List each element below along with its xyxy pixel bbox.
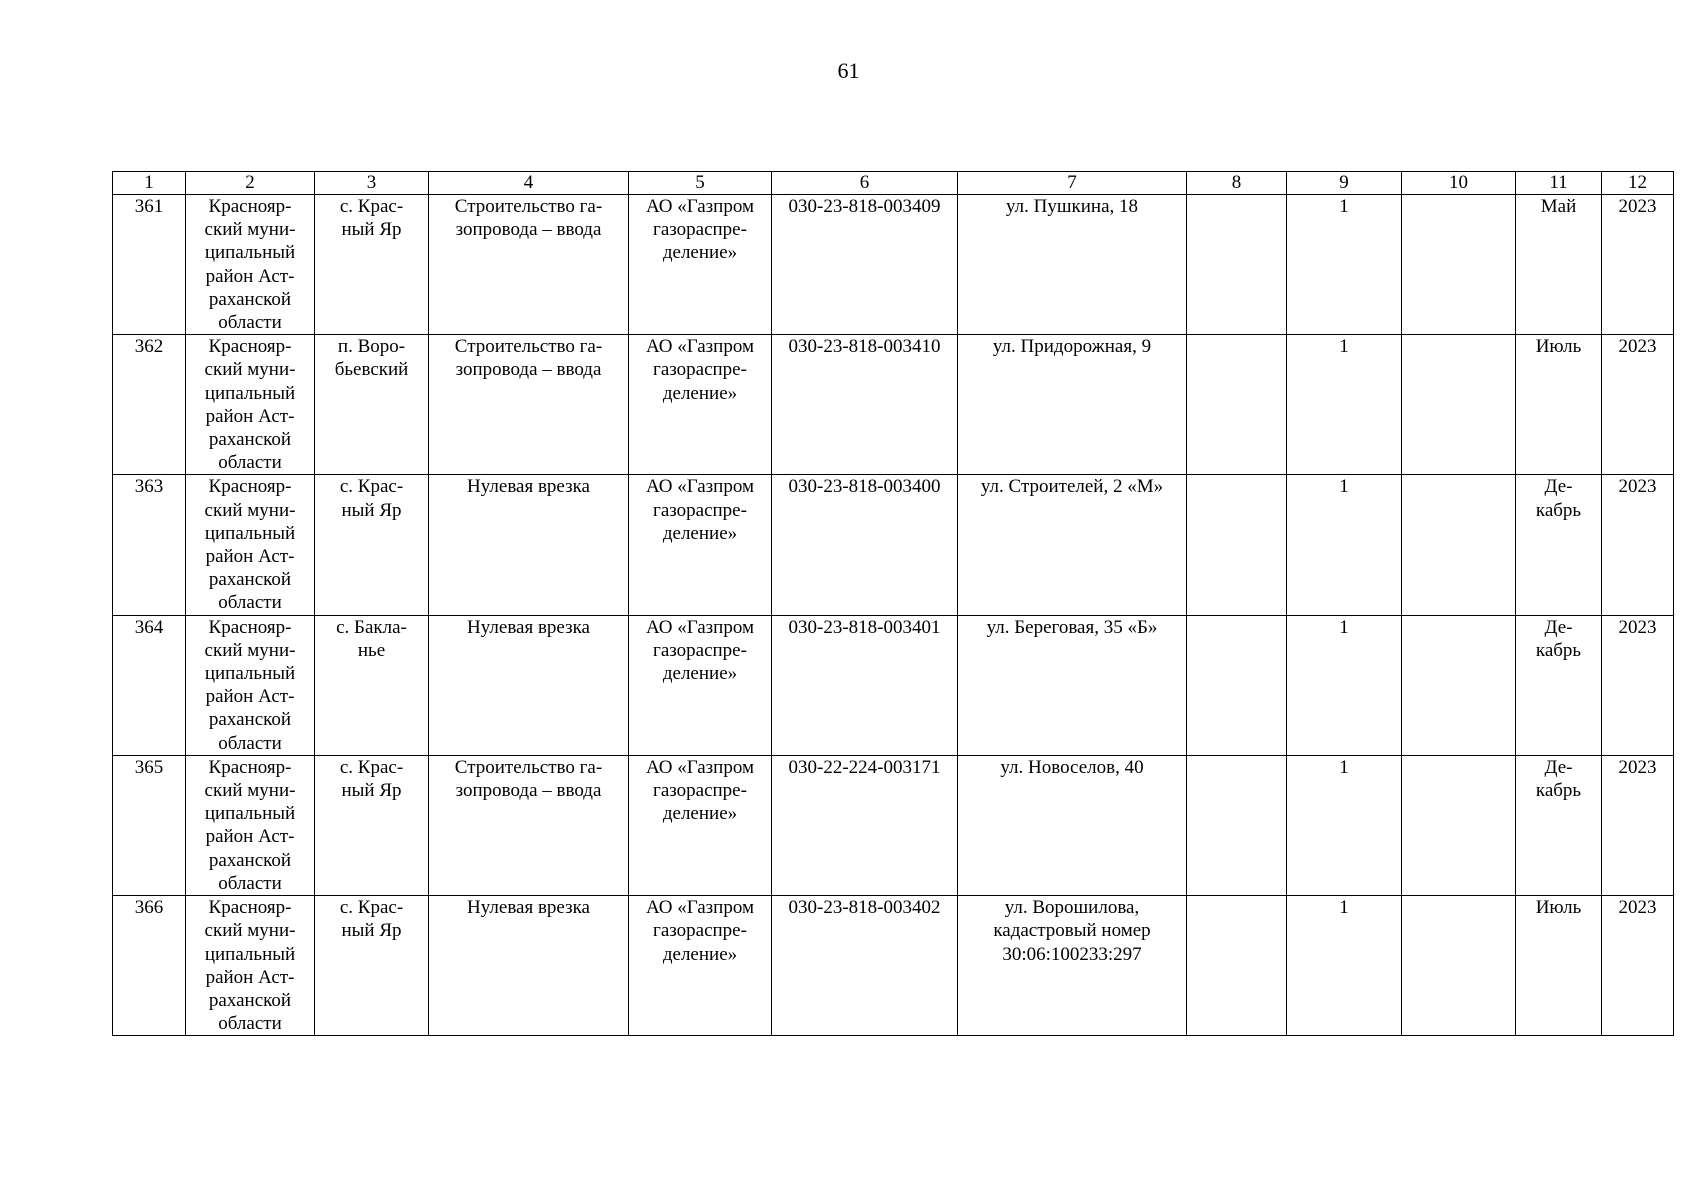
- year-cell: 2023: [1602, 335, 1674, 475]
- column-10-cell: [1402, 615, 1516, 755]
- address-cell: [958, 615, 1187, 755]
- organization-cell: [629, 755, 772, 895]
- column-8-cell: [1187, 475, 1287, 615]
- settlement-line: ный Яр: [341, 920, 402, 942]
- organization-cell: [629, 335, 772, 475]
- organization-line: АО «Газпром: [645, 336, 755, 358]
- organization-cell: [629, 475, 772, 615]
- month-line: Де-: [1544, 756, 1573, 778]
- district-line: раханской: [208, 849, 292, 871]
- row-number-cell: 366: [113, 896, 186, 1036]
- row-number-cell: 362: [113, 335, 186, 475]
- work-type-cell: [429, 615, 629, 755]
- district-line: раханской: [208, 288, 292, 310]
- organization-line: АО «Газпром: [645, 616, 755, 638]
- district-line: ский муни-: [204, 359, 296, 381]
- address-line: ул. Пушкина, 18: [1006, 196, 1138, 217]
- month-line: Июль: [1535, 336, 1582, 358]
- district-cell: [186, 896, 315, 1036]
- district-line: ципальный: [204, 663, 296, 685]
- district-line: области: [218, 312, 282, 334]
- organization-line: газораспре-: [653, 359, 747, 381]
- district-line: ский муни-: [204, 499, 296, 521]
- district-line: ципальный: [204, 382, 296, 404]
- table-body: [113, 195, 1674, 1036]
- month-cell: [1516, 475, 1602, 615]
- work-type-line: Нулевая врезка: [467, 476, 590, 498]
- column-10-cell: [1402, 896, 1516, 1036]
- request-code-cell: 030-23-818-003401: [772, 615, 958, 755]
- district-line: раханской: [208, 569, 292, 591]
- district-cell: [186, 335, 315, 475]
- work-type-cell: [429, 195, 629, 335]
- organization-line: АО «Газпром: [645, 476, 755, 498]
- month-line: кабрь: [1535, 499, 1582, 521]
- settlement-line: с. Бакла-: [336, 616, 407, 638]
- table-row: [113, 755, 1674, 895]
- organization-line: газораспре-: [653, 219, 747, 241]
- quantity-cell: 1: [1287, 195, 1402, 335]
- column-header: 11: [1516, 172, 1602, 195]
- settlement-cell: [315, 475, 429, 615]
- quantity-cell: 1: [1287, 896, 1402, 1036]
- district-line: Краснояр-: [208, 196, 292, 217]
- district-cell: [186, 195, 315, 335]
- district-line: район Аст-: [205, 826, 295, 848]
- district-line: области: [218, 732, 282, 754]
- work-type-line: Нулевая врезка: [467, 897, 590, 919]
- month-line: Де-: [1544, 476, 1573, 498]
- month-cell: [1516, 755, 1602, 895]
- district-line: области: [218, 1013, 282, 1035]
- district-line: ский муни-: [204, 639, 296, 661]
- work-type-line: Строительство га-: [454, 336, 603, 358]
- district-line: район Аст-: [205, 546, 295, 568]
- year-cell: 2023: [1602, 755, 1674, 895]
- organization-line: АО «Газпром: [645, 756, 755, 778]
- district-line: район Аст-: [205, 686, 295, 708]
- organization-line: деление»: [662, 382, 738, 404]
- table-row: [113, 335, 1674, 475]
- work-type-cell: [429, 335, 629, 475]
- settlement-line: ный Яр: [341, 499, 402, 521]
- column-header: 3: [315, 172, 429, 195]
- settlement-line: с. Крас-: [339, 756, 404, 778]
- address-line: ул. Береговая, 35 «Б»: [986, 616, 1158, 638]
- column-10-cell: [1402, 475, 1516, 615]
- request-code-cell: 030-23-818-003400: [772, 475, 958, 615]
- column-header: 4: [429, 172, 629, 195]
- district-line: области: [218, 452, 282, 474]
- organization-line: АО «Газпром: [645, 196, 755, 217]
- column-header: 9: [1287, 172, 1402, 195]
- quantity-cell: 1: [1287, 335, 1402, 475]
- organization-line: газораспре-: [653, 639, 747, 661]
- month-line: Май: [1540, 196, 1577, 217]
- district-line: раханской: [208, 709, 292, 731]
- district-line: области: [218, 872, 282, 894]
- district-cell: [186, 475, 315, 615]
- district-line: области: [218, 592, 282, 614]
- district-line: Краснояр-: [208, 897, 292, 919]
- settlement-line: с. Крас-: [339, 196, 404, 217]
- organization-cell: [629, 195, 772, 335]
- settlement-line: бьевский: [334, 359, 409, 381]
- settlement-line: ный Яр: [341, 780, 402, 802]
- district-line: ципальный: [204, 943, 296, 965]
- column-8-cell: [1187, 896, 1287, 1036]
- work-type-cell: [429, 755, 629, 895]
- address-cell: [958, 896, 1187, 1036]
- column-header: 8: [1187, 172, 1287, 195]
- district-line: Краснояр-: [208, 616, 292, 638]
- district-line: ципальный: [204, 803, 296, 825]
- column-header: 1: [113, 172, 186, 195]
- district-line: ский муни-: [204, 920, 296, 942]
- month-line: кабрь: [1535, 780, 1582, 802]
- address-cell: [958, 195, 1187, 335]
- work-type-cell: [429, 475, 629, 615]
- column-header: 10: [1402, 172, 1516, 195]
- settlement-cell: [315, 755, 429, 895]
- organization-cell: [629, 615, 772, 755]
- district-line: раханской: [208, 429, 292, 451]
- organization-line: газораспре-: [653, 780, 747, 802]
- address-line: ул. Придорожная, 9: [992, 336, 1152, 358]
- work-type-line: Нулевая врезка: [467, 616, 590, 638]
- settlement-line: п. Воро-: [337, 336, 406, 358]
- column-number-row: [113, 172, 1674, 195]
- row-number-cell: 365: [113, 755, 186, 895]
- settlement-line: с. Крас-: [339, 476, 404, 498]
- district-line: ский муни-: [204, 219, 296, 241]
- address-cell: [958, 335, 1187, 475]
- work-type-line: зопровода – ввода: [455, 359, 602, 381]
- organization-line: деление»: [662, 663, 738, 685]
- settlement-line: нье: [357, 639, 386, 661]
- organization-line: деление»: [662, 522, 738, 544]
- district-cell: [186, 755, 315, 895]
- column-10-cell: [1402, 755, 1516, 895]
- month-line: кабрь: [1535, 639, 1582, 661]
- settlement-cell: [315, 896, 429, 1036]
- district-line: район Аст-: [205, 405, 295, 427]
- column-8-cell: [1187, 195, 1287, 335]
- work-type-line: Строительство га-: [454, 196, 603, 217]
- settlement-cell: [315, 615, 429, 755]
- column-8-cell: [1187, 335, 1287, 475]
- organization-line: деление»: [662, 242, 738, 264]
- column-header: 2: [186, 172, 315, 195]
- table-row: [113, 195, 1674, 335]
- organization-cell: [629, 896, 772, 1036]
- year-cell: 2023: [1602, 896, 1674, 1036]
- column-header: 12: [1602, 172, 1674, 195]
- request-code-cell: 030-23-818-003409: [772, 195, 958, 335]
- year-cell: 2023: [1602, 195, 1674, 335]
- address-line: ул. Ворошилова,: [1004, 897, 1140, 919]
- row-number-cell: 363: [113, 475, 186, 615]
- district-line: ципальный: [204, 522, 296, 544]
- district-line: Краснояр-: [208, 336, 292, 358]
- district-line: ципальный: [204, 242, 296, 264]
- quantity-cell: 1: [1287, 475, 1402, 615]
- address-line: кадастровый номер: [993, 920, 1151, 942]
- organization-line: газораспре-: [653, 499, 747, 521]
- work-type-cell: [429, 896, 629, 1036]
- table-row: [113, 475, 1674, 615]
- work-type-line: зопровода – ввода: [455, 780, 602, 802]
- organization-line: АО «Газпром: [645, 897, 755, 919]
- column-header: 5: [629, 172, 772, 195]
- organization-line: газораспре-: [653, 920, 747, 942]
- settlement-line: с. Крас-: [339, 897, 404, 919]
- month-cell: [1516, 195, 1602, 335]
- district-line: район Аст-: [205, 966, 295, 988]
- organization-line: деление»: [662, 803, 738, 825]
- quantity-cell: 1: [1287, 615, 1402, 755]
- settlement-cell: [315, 335, 429, 475]
- table-row: [113, 615, 1674, 755]
- row-number-cell: 361: [113, 195, 186, 335]
- district-line: ский муни-: [204, 780, 296, 802]
- table-row: [113, 896, 1674, 1036]
- request-code-cell: 030-23-818-003402: [772, 896, 958, 1036]
- address-cell: [958, 755, 1187, 895]
- year-cell: 2023: [1602, 615, 1674, 755]
- month-cell: [1516, 335, 1602, 475]
- gas-connection-table: [112, 171, 1674, 1036]
- district-line: раханской: [208, 989, 292, 1011]
- work-type-line: зопровода – ввода: [455, 219, 602, 241]
- year-cell: 2023: [1602, 475, 1674, 615]
- month-cell: [1516, 896, 1602, 1036]
- quantity-cell: 1: [1287, 755, 1402, 895]
- district-cell: [186, 615, 315, 755]
- column-header: 6: [772, 172, 958, 195]
- address-cell: [958, 475, 1187, 615]
- request-code-cell: 030-23-818-003410: [772, 335, 958, 475]
- column-header: 7: [958, 172, 1187, 195]
- address-line: 30:06:100233:297: [1002, 943, 1142, 965]
- column-10-cell: [1402, 195, 1516, 335]
- address-line: ул. Новоселов, 40: [1000, 756, 1144, 778]
- request-code-cell: 030-22-224-003171: [772, 755, 958, 895]
- month-line: Июль: [1535, 897, 1582, 919]
- organization-line: деление»: [662, 943, 738, 965]
- column-8-cell: [1187, 755, 1287, 895]
- page-number: 61: [837, 58, 860, 83]
- month-cell: [1516, 615, 1602, 755]
- column-10-cell: [1402, 335, 1516, 475]
- month-line: Де-: [1544, 616, 1573, 638]
- column-8-cell: [1187, 615, 1287, 755]
- district-line: район Аст-: [205, 265, 295, 287]
- address-line: ул. Строителей, 2 «М»: [980, 476, 1164, 498]
- row-number-cell: 364: [113, 615, 186, 755]
- district-line: Краснояр-: [208, 476, 292, 498]
- work-type-line: Строительство га-: [454, 756, 603, 778]
- district-line: Краснояр-: [208, 756, 292, 778]
- settlement-cell: [315, 195, 429, 335]
- settlement-line: ный Яр: [341, 219, 402, 241]
